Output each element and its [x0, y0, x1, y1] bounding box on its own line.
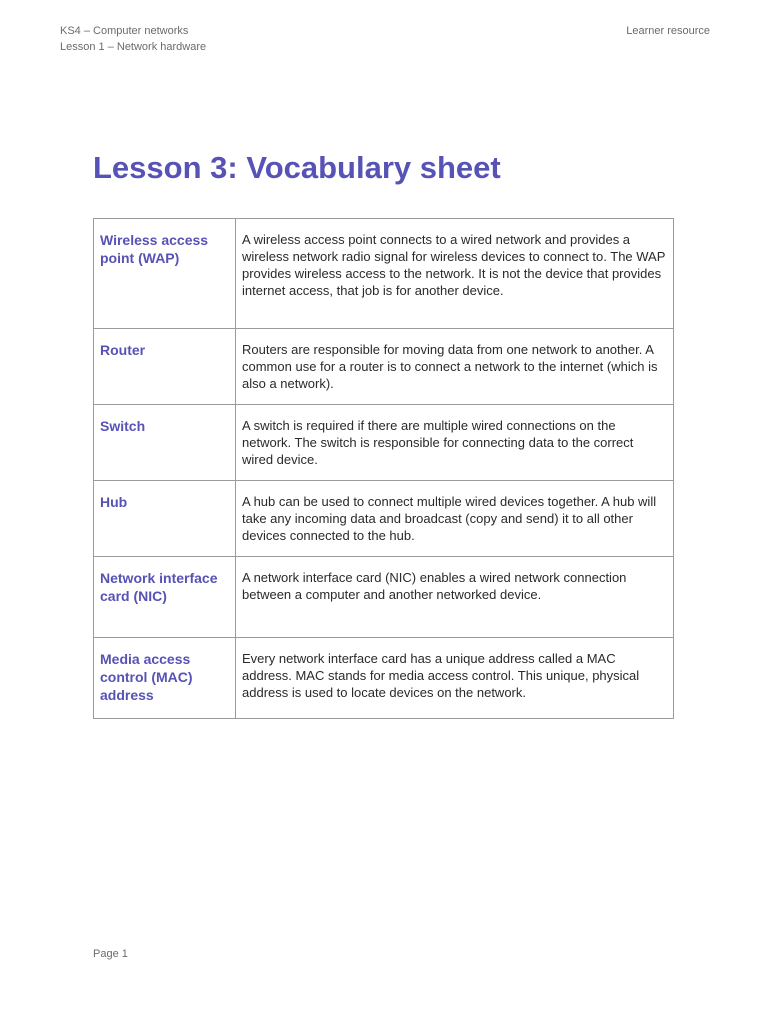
vocab-definition: Every network interface card has a unique address called a MAC address. MAC stands for media access control. This unique, physical address is used to locate devices on the network.	[236, 638, 674, 719]
table-row	[94, 219, 674, 329]
resource-type-label: Learner resource	[626, 25, 710, 37]
table-row	[94, 557, 674, 638]
course-title: KS4 – Computer networks	[60, 25, 189, 37]
vocab-term: Switch	[94, 405, 236, 481]
document-header-left	[60, 23, 206, 55]
table-row	[94, 638, 674, 719]
vocab-term: Hub	[94, 481, 236, 557]
vocab-term: Media access control (MAC) address	[94, 638, 236, 719]
vocab-definition: Routers are responsible for moving data from one network to another. A common use for a router is to connect a network to the internet (which is also a network).	[236, 329, 674, 405]
vocabulary-table	[93, 218, 674, 719]
vocab-term: Wireless access point (WAP)	[94, 219, 236, 329]
page-number: Page 1	[93, 948, 128, 960]
vocab-definition: A network interface card (NIC) enables a wired network connection between a computer and another networked device.	[236, 557, 674, 638]
vocab-definition: A wireless access point connects to a wired network and provides a wireless network radio signal for wireless devices to connect to. The WAP provides wireless access to the network. It is not the device that provides internet access, that job is for another device.	[236, 219, 674, 329]
page-title: Lesson 3: Vocabulary sheet	[93, 150, 501, 185]
vocab-term: Network interface card (NIC)	[94, 557, 236, 638]
vocab-term: Router	[94, 329, 236, 405]
table-row	[94, 405, 674, 481]
lesson-subtitle: Lesson 1 – Network hardware	[60, 41, 207, 53]
vocab-definition: A switch is required if there are multiple wired connections on the network. The switch is responsible for connecting data to the correct wired device.	[236, 405, 674, 481]
table-row	[94, 329, 674, 405]
vocab-definition: A hub can be used to connect multiple wired devices together. A hub will take any incoming data and broadcast (copy and send) it to all other devices connected to the hub.	[236, 481, 674, 557]
table-row	[94, 481, 674, 557]
